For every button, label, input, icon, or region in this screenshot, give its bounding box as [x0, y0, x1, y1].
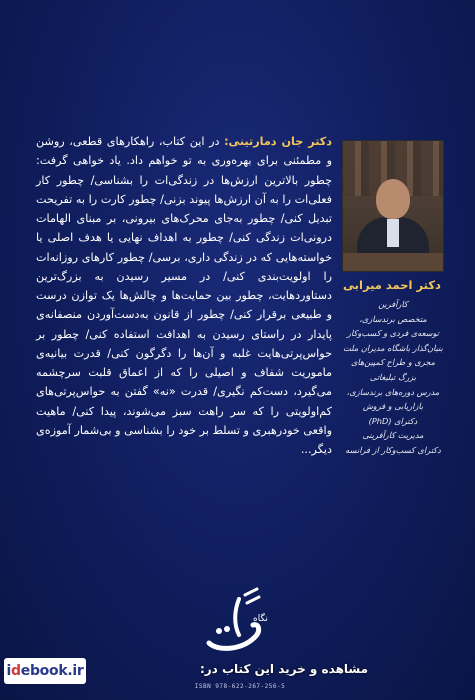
site-logo[interactable]: idebook.ir — [4, 658, 86, 684]
bio-line: مدیریت کارآفرینی — [362, 430, 424, 441]
author-name: دکتر احمد میرابی — [343, 278, 441, 292]
bio-line: بازاریابی و فروش — [362, 401, 424, 412]
bio-line: توسعه‌ی فردی و کسب‌وکار — [347, 328, 439, 339]
book-description — [36, 132, 332, 459]
isbn-text: ISBN 978-622-267-256-5 — [194, 683, 286, 690]
bio-line: بزرگ تبلیغاتی — [369, 371, 417, 382]
publisher-logo-text: نگاه — [253, 614, 268, 624]
bio-line: مدرس دوره‌های برندسازی، — [346, 386, 440, 397]
bio-line: دکترای (PhD) — [368, 415, 418, 426]
bio-line: بنیان‌گذار باشگاه مدیران ملت — [343, 342, 443, 353]
description-author: دکتر جان دمارتینی: — [224, 135, 333, 148]
bio-line: مجری و طراح کمپین‌های — [351, 357, 435, 368]
publisher-logo — [195, 585, 275, 665]
bio-line: دکترای کسب‌وکار از فرانسه — [345, 444, 441, 455]
author-photo — [342, 140, 444, 272]
bio-line: کارآفرین — [378, 299, 408, 309]
author-bio — [332, 297, 454, 458]
promo-banner: مشاهده و خرید این کتاب در: — [199, 662, 369, 676]
description-body: در این کتاب، راهکارهای قطعی، روشن و مطمئنی برای بهره‌وری به تو خواهم داد. یاد خواهی گرفت: چطور بالاترین ارزش‌ها در زندگی‌ات را بشناسی/ چطور کار فعلی‌ات را به آن ارزش‌ها پیوند بزنی/ چطور کارت را به تفریحت تبدیل کنی/ چطور به‌جای محرک‌های بیرونی، بر مبنای الهامات درونی‌ات زندگی کنی/ چطور به اهداف نهایی یا هدف اصلی یا خواسته‌هایی که در زندگی داری، برسی/ چطور کارهای روزانه‌ات را اولویت‌بندی کنی/ در مسیر رسیدن به بزرگ‌ترین دستاوردهایت، چطور بین حمایت‌ها و چالش‌ها یک توازن درست و طبیعی برقرار کنی/ چطور از قانون به‌دست‌آوردن منصفانه‌ی پایدار در راستای رسیدن به اهدافت استفاده کنی/ چطور بر حواس‌پرتی‌هایت غلبه و آن‌ها را دگرگون کنی/ قدرت بیانیه‌ی ماموریت شفاف و اصیلی را که از اعماق قلبت سرچشمه می‌گیرد، دست‌کم نگیری/ قدرت «نه» گفتن به حواس‌پرتی‌های کم‌اولویتی را که سر راهت سبز می‌شوند، پیدا کنی/ ماهیت واقعی خودرهبری و تسلط بر خود را بشناسی و بی‌شمار آموزه‌ی دیگر... — [36, 135, 332, 456]
bio-line: متخصص برندسازی، — [359, 313, 427, 324]
